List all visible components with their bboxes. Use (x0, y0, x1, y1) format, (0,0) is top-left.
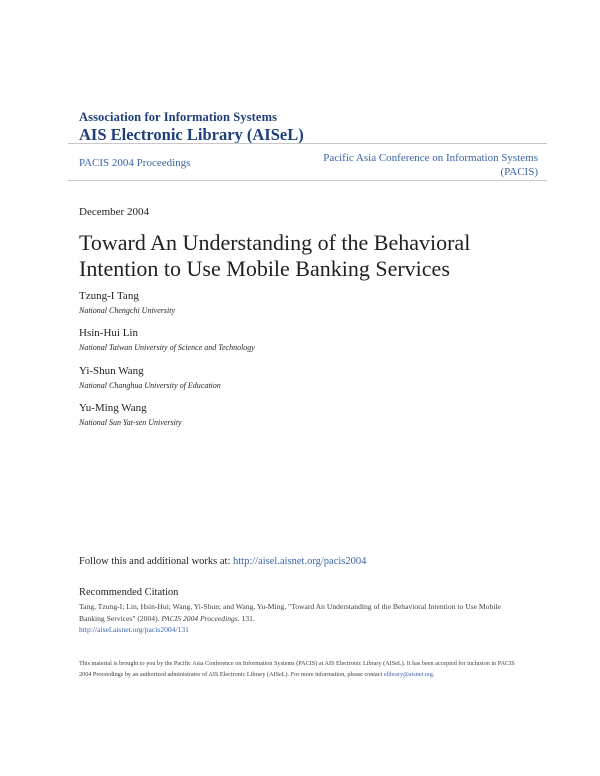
author-affiliation: National Chengchi University (79, 306, 175, 315)
conference-abbrev: (PACIS) (500, 166, 538, 178)
conference-link[interactable] (298, 151, 538, 179)
access-notice (79, 659, 524, 680)
author-block (79, 327, 255, 353)
author-affiliation: National Sun Yat-sen University (79, 418, 182, 427)
notice-end: . (432, 670, 435, 678)
author-name: Tzung-I Tang (79, 290, 139, 302)
author-block (79, 402, 182, 428)
publication-date: December 2004 (79, 206, 149, 218)
library-name[interactable]: AIS Electronic Library (AISeL) (79, 125, 304, 144)
follow-text: Follow this and additional works at: (79, 556, 233, 567)
divider-top (68, 143, 547, 144)
citation-number: . 131. (237, 613, 255, 623)
citation-link[interactable]: http://aisel.aisnet.org/pacis2004/131 (79, 625, 189, 634)
association-name: Association for Information Systems (79, 110, 278, 124)
follow-line (79, 556, 366, 567)
notice-text: This material is brought to you by the Pacific Asia Conference on Information Systems (PACIS) at AIS Electronic Library (AISeL). It has been accepted for inclusion in PACIS 2004 Proceedings by an authorized administrator of AIS Electronic Library (AISeL). For more information, please contact (79, 660, 515, 678)
citation-proceedings: PACIS 2004 Proceedings (161, 613, 238, 623)
author-name: Yi-Shun Wang (79, 365, 144, 377)
paper-title-line-2: Intention to Use Mobile Banking Services (79, 256, 450, 281)
library-header (79, 110, 304, 145)
paper-title-line-1: Toward An Understanding of the Behavioral (79, 230, 471, 255)
author-name: Hsin-Hui Lin (79, 327, 138, 339)
author-block (79, 365, 221, 391)
author-name: Yu-Ming Wang (79, 402, 147, 414)
proceedings-link[interactable]: PACIS 2004 Proceedings (79, 157, 191, 169)
paper-title (79, 230, 499, 282)
follow-link[interactable]: http://aisel.aisnet.org/pacis2004 (233, 556, 367, 567)
contact-email-link[interactable]: elibrary@aisnet.org (383, 670, 433, 678)
recommended-citation-heading: Recommended Citation (79, 587, 179, 598)
divider-bottom (68, 180, 547, 181)
conference-name: Pacific Asia Conference on Information Systems (323, 152, 538, 164)
author-affiliation: National Taiwan University of Science and Technology (79, 343, 255, 352)
citation-main: Tang, Tzung-I; Lin, Hsin-Hui; Wang, Yi-Shun; and Wang, Yu-Ming, "Toward An Understanding of the Behavioral Intention to Use Mobile Banking Services" (2004). (79, 602, 501, 623)
author-affiliation: National Changhua University of Education (79, 381, 221, 390)
author-block (79, 290, 175, 316)
citation-text (79, 601, 524, 636)
